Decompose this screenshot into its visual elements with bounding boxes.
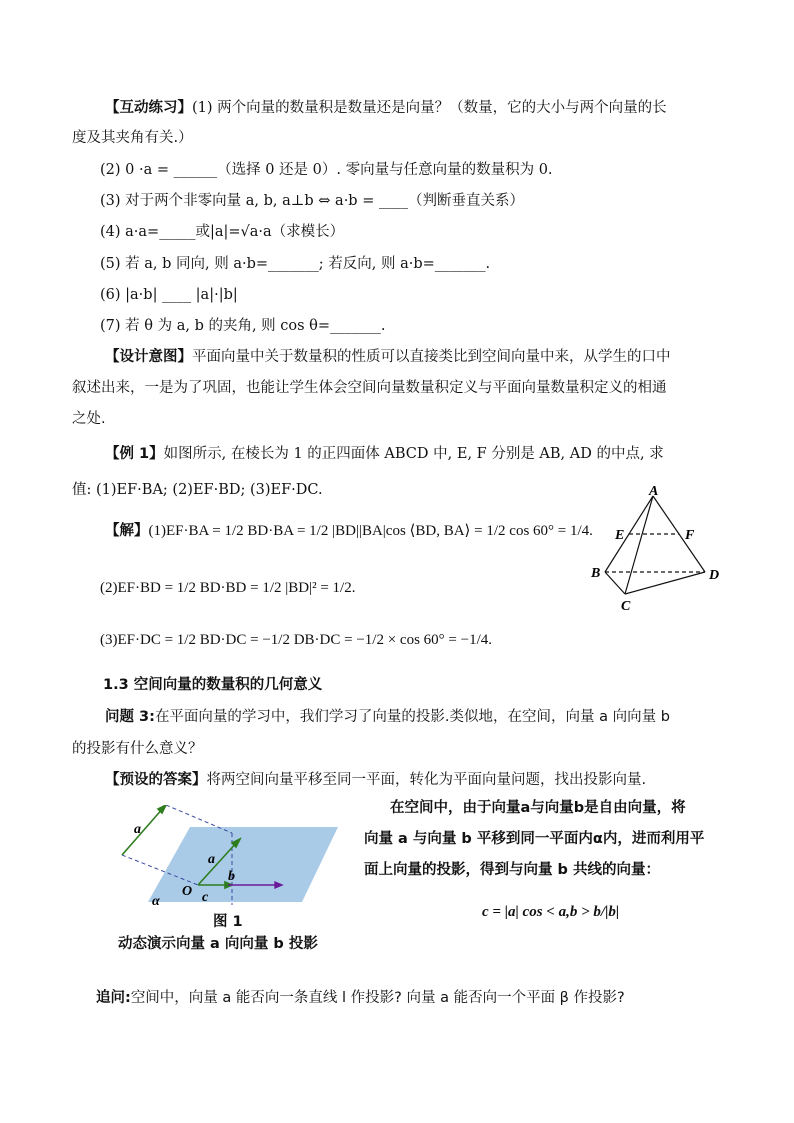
example-line2: 值: (1)EF·BA; (2)EF·BD; (3)EF·DC. [72,482,323,498]
figure-caption: 图 1 [213,914,243,930]
example-heading: 【例 1】 [105,446,164,462]
edge-BC [605,572,625,594]
plane-alpha [148,827,338,902]
practice-q4: (4) a·a=_____或|a|=√a·a（求模长） [100,224,345,240]
practice-q2: (2) 0 ·a = ______（选择 0 还是 0）. 零向量与任意向量的数量积为 0. [100,162,553,178]
explain-line1: 在空间中，由于向量a与向量b是自由向量，将 [390,800,686,816]
label-O: O [182,884,193,899]
followup-heading: 追问: [96,990,131,1006]
arrow-a-top [122,807,164,855]
vertex-C-label: C [621,599,631,614]
vertex-A-label: A [649,484,659,499]
problem3-line2: 的投影有什么意义？ [72,741,203,757]
vertex-B-label: B [591,566,601,581]
practice-q6: (6) |a·b| ____ |a|·|b| [100,287,238,303]
label-a-top: a [134,822,141,837]
problem3-heading: 问题 3: [105,709,155,725]
section-title: 1.3 空间向量的数量积的几何意义 [103,677,323,693]
explain-line3: 面上向量的投影，得到与向量 b 共线的向量： [364,862,660,878]
label-c: c [202,890,209,905]
projection-figure [112,805,344,905]
explain-line2: 向量 a 与向量 b 平移到同一平面内α内，进而利用平 [364,831,705,847]
point-E-label: E [615,528,625,543]
practice-line1: 【互动练习】(1) 两个向量的数量积是数量还是向量？（数量，它的大小与两个向量的长 [105,100,667,116]
design-line1: 【设计意图】平面向量中关于数量积的性质可以直接类比到空间向量中来，从学生的口中 [105,349,671,365]
solution-line1: 【解】(1)EF·BA = 1/2 BD·BA = 1/2 |BD||BA|cos ⟨BD, BA⟩ = 1/2 cos 60° = 1/4. [105,523,593,539]
design-line3: 之处. [72,411,106,427]
label-b: b [228,869,235,884]
point-F-label: F [685,528,695,543]
design-heading: 【设计意图】 [105,349,192,365]
design-line2: 叙述出来，一是为了巩固，也能让学生体会空间向量数量积定义与平面向量数量积定义的相通 [72,380,667,396]
vertex-D-label: D [709,568,720,583]
answer-heading: 【预设的答案】 [105,772,207,788]
practice-heading: 【互动练习】 [105,100,192,116]
example-line1: 【例 1】如图所示, 在棱长为 1 的正四面体 ABCD 中, E, F 分别是 AB, AD 的中点, 求 [105,446,664,462]
practice-line2: 度及其夹角有关.） [72,130,193,146]
label-alpha: α [152,894,160,905]
solution-heading: 【解】 [105,523,149,539]
solution-line3: (3)EF·DC = 1/2 BD·DC = −1/2 DB·DC = −1/2 × cos 60° = −1/4. [100,632,493,648]
projection-formula: c = |a| cos < a,b > b/|b| [482,904,620,920]
practice-q5: (5) 若 a, b 同向, 则 a·b=_______; 若反向, 则 a·b=_______. [100,256,491,272]
solution-line2: (2)EF·BD = 1/2 BD·BD = 1/2 |BD|² = 1/2. [100,580,356,596]
figure-subcaption: 动态演示向量 a 向向量 b 投影 [118,936,318,952]
problem3-line1: 问题 3:在平面向量的学习中，我们学习了向量的投影.类似地，在空间，向量 a 向向量 b [105,709,670,725]
followup-line: 追问:空间中，向量 a 能否向一条直线 l 作投影? 向量 a 能否向一个平面 β 作投影? [96,990,625,1006]
practice-q7: (7) 若 θ 为 a, b 的夹角, 则 cos θ=_______. [100,318,386,334]
answer-line: 【预设的答案】将两空间向量平移至同一平面，转化为平面向量问题，找出投影向量. [105,772,647,788]
edge-AC [625,496,653,594]
edge-CD [625,572,705,594]
tetrahedron-diagram [585,482,725,617]
label-a-mid: a [208,852,215,867]
practice-q3: (3) 对于两个非零向量 a, b, a⊥b ⇔ a·b = ____（判断垂直关系） [100,193,524,209]
